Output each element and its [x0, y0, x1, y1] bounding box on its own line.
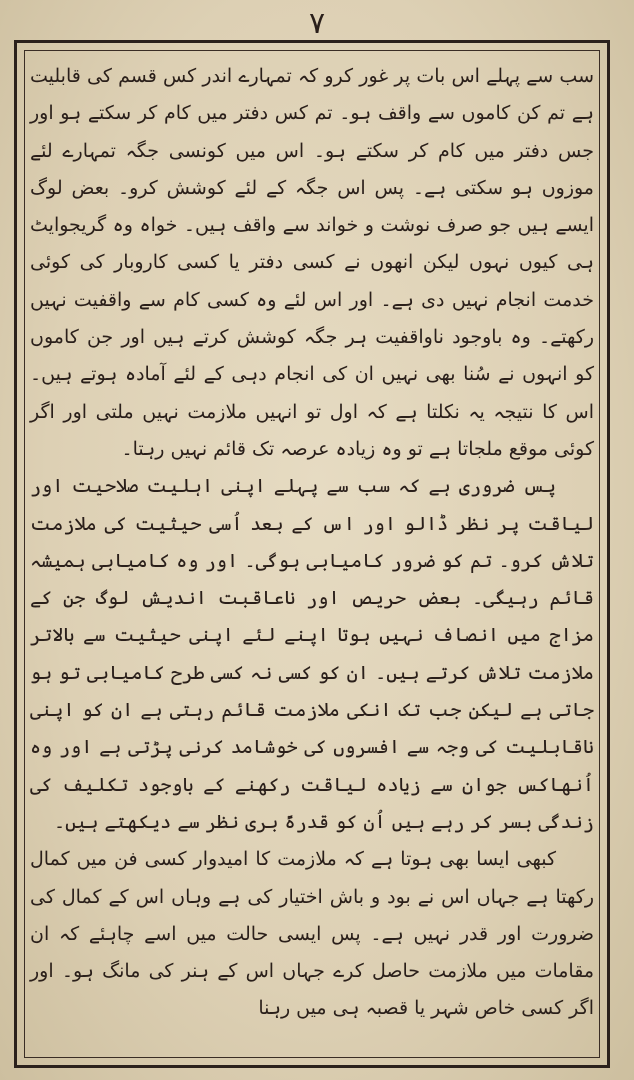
paragraph-3: کبھی ایسا بھی ہوتا ہے کہ ملازمت کا امیدوار کسی فن میں کمال رکھتا ہے جہاں اس نے بود و باش اختیار کی ہے وہاں اس کے کمال کی ضرورت اور قدر نہیں ہے۔ پس ایسی حالت میں اسے چاہئے کہ ان مقامات میں ملازمت حاصل کرے جہاں اس کے ہنر کی مانگ ہو۔ اور اگر کسی خاص شہر یا قصبہ ہی میں رہنا	[30, 848, 594, 1020]
paragraph-1: سب سے پہلے اس بات پر غور کرو کہ تمہارے اندر کس قسم کی قابلیت ہے تم کن کاموں سے واقف ہو۔ تم کس دفتر میں کام کر سکتے ہو اور جس دفتر میں کام کر سکتے ہو۔ اس میں کونسی جگہ تمہارے لئے موزوں ہو سکتی ہے۔ پس اس جگہ کے لئے کوشش کرو۔ بعض لوگ ایسے ہیں جو صرف نوشت و خواند سے واقف ہیں۔ خواہ وہ گریجوایٹ ہی کیوں نہوں لیکن انھوں نے کسی دفتر یا کسی کاروبار کی کوئی خدمت انجام نہیں دی ہے۔ اور اس لئے وہ کسی کام سے واقفیت نہیں رکھتے۔ وہ باوجود ناواقفیت ہر جگہ کوشش کرتے ہیں اور جن کاموں کو انہوں نے سُنا بھی نہیں ان کی انجام دہی کے لئے آمادہ ہوتے ہیں۔ اس کا نتیجہ یہ نکلتا ہے کہ اول تو انہیں ملازمت نہیں ملتی اور اگر کوئی موقع ملجاتا ہے تو وہ زیادہ عرصہ تک قائم نہیں رہتا۔	[30, 65, 594, 460]
page-number: ۷	[308, 6, 326, 41]
paragraph-2: پس ضروری ہے کہ سب سے پہلے اپنی اہلیت صلاحیت اور لیاقت پر نظر ڈالو اور اس کے بعد اُسی حیثیت کی ملازمت تلاش کرو۔ تم کو ضرور کامیابی ہوگی۔ اور وہ کامیابی ہمیشہ قائم رہیگی۔ بعض حریص اور ناعاقبت اندیش لوگ جن کے مزاج میں انصاف نہیں ہوتا اپنے لئے اپنی حیثیت سے بالاتر ملازمت تلاش کرتے ہیں۔ ان کو کسی نہ کسی طرح کامیابی تو ہو جاتی ہے لیکن جب تک انکی ملازمت قائم رہتی ہے ان کو اپنی ناقابلیت کی وجہ سے افسروں کی خوشامد کرنی پڑتی ہے اور وہ اُنھاکس جوان سے زیادہ لیاقت رکھنے کے باوجود تکلیف کی زندگی بسر کر رہے ہیں اُن کو قدرۃً بری نظر سے دیکھتے ہیں۔	[30, 475, 594, 833]
body-text	[30, 58, 594, 1052]
